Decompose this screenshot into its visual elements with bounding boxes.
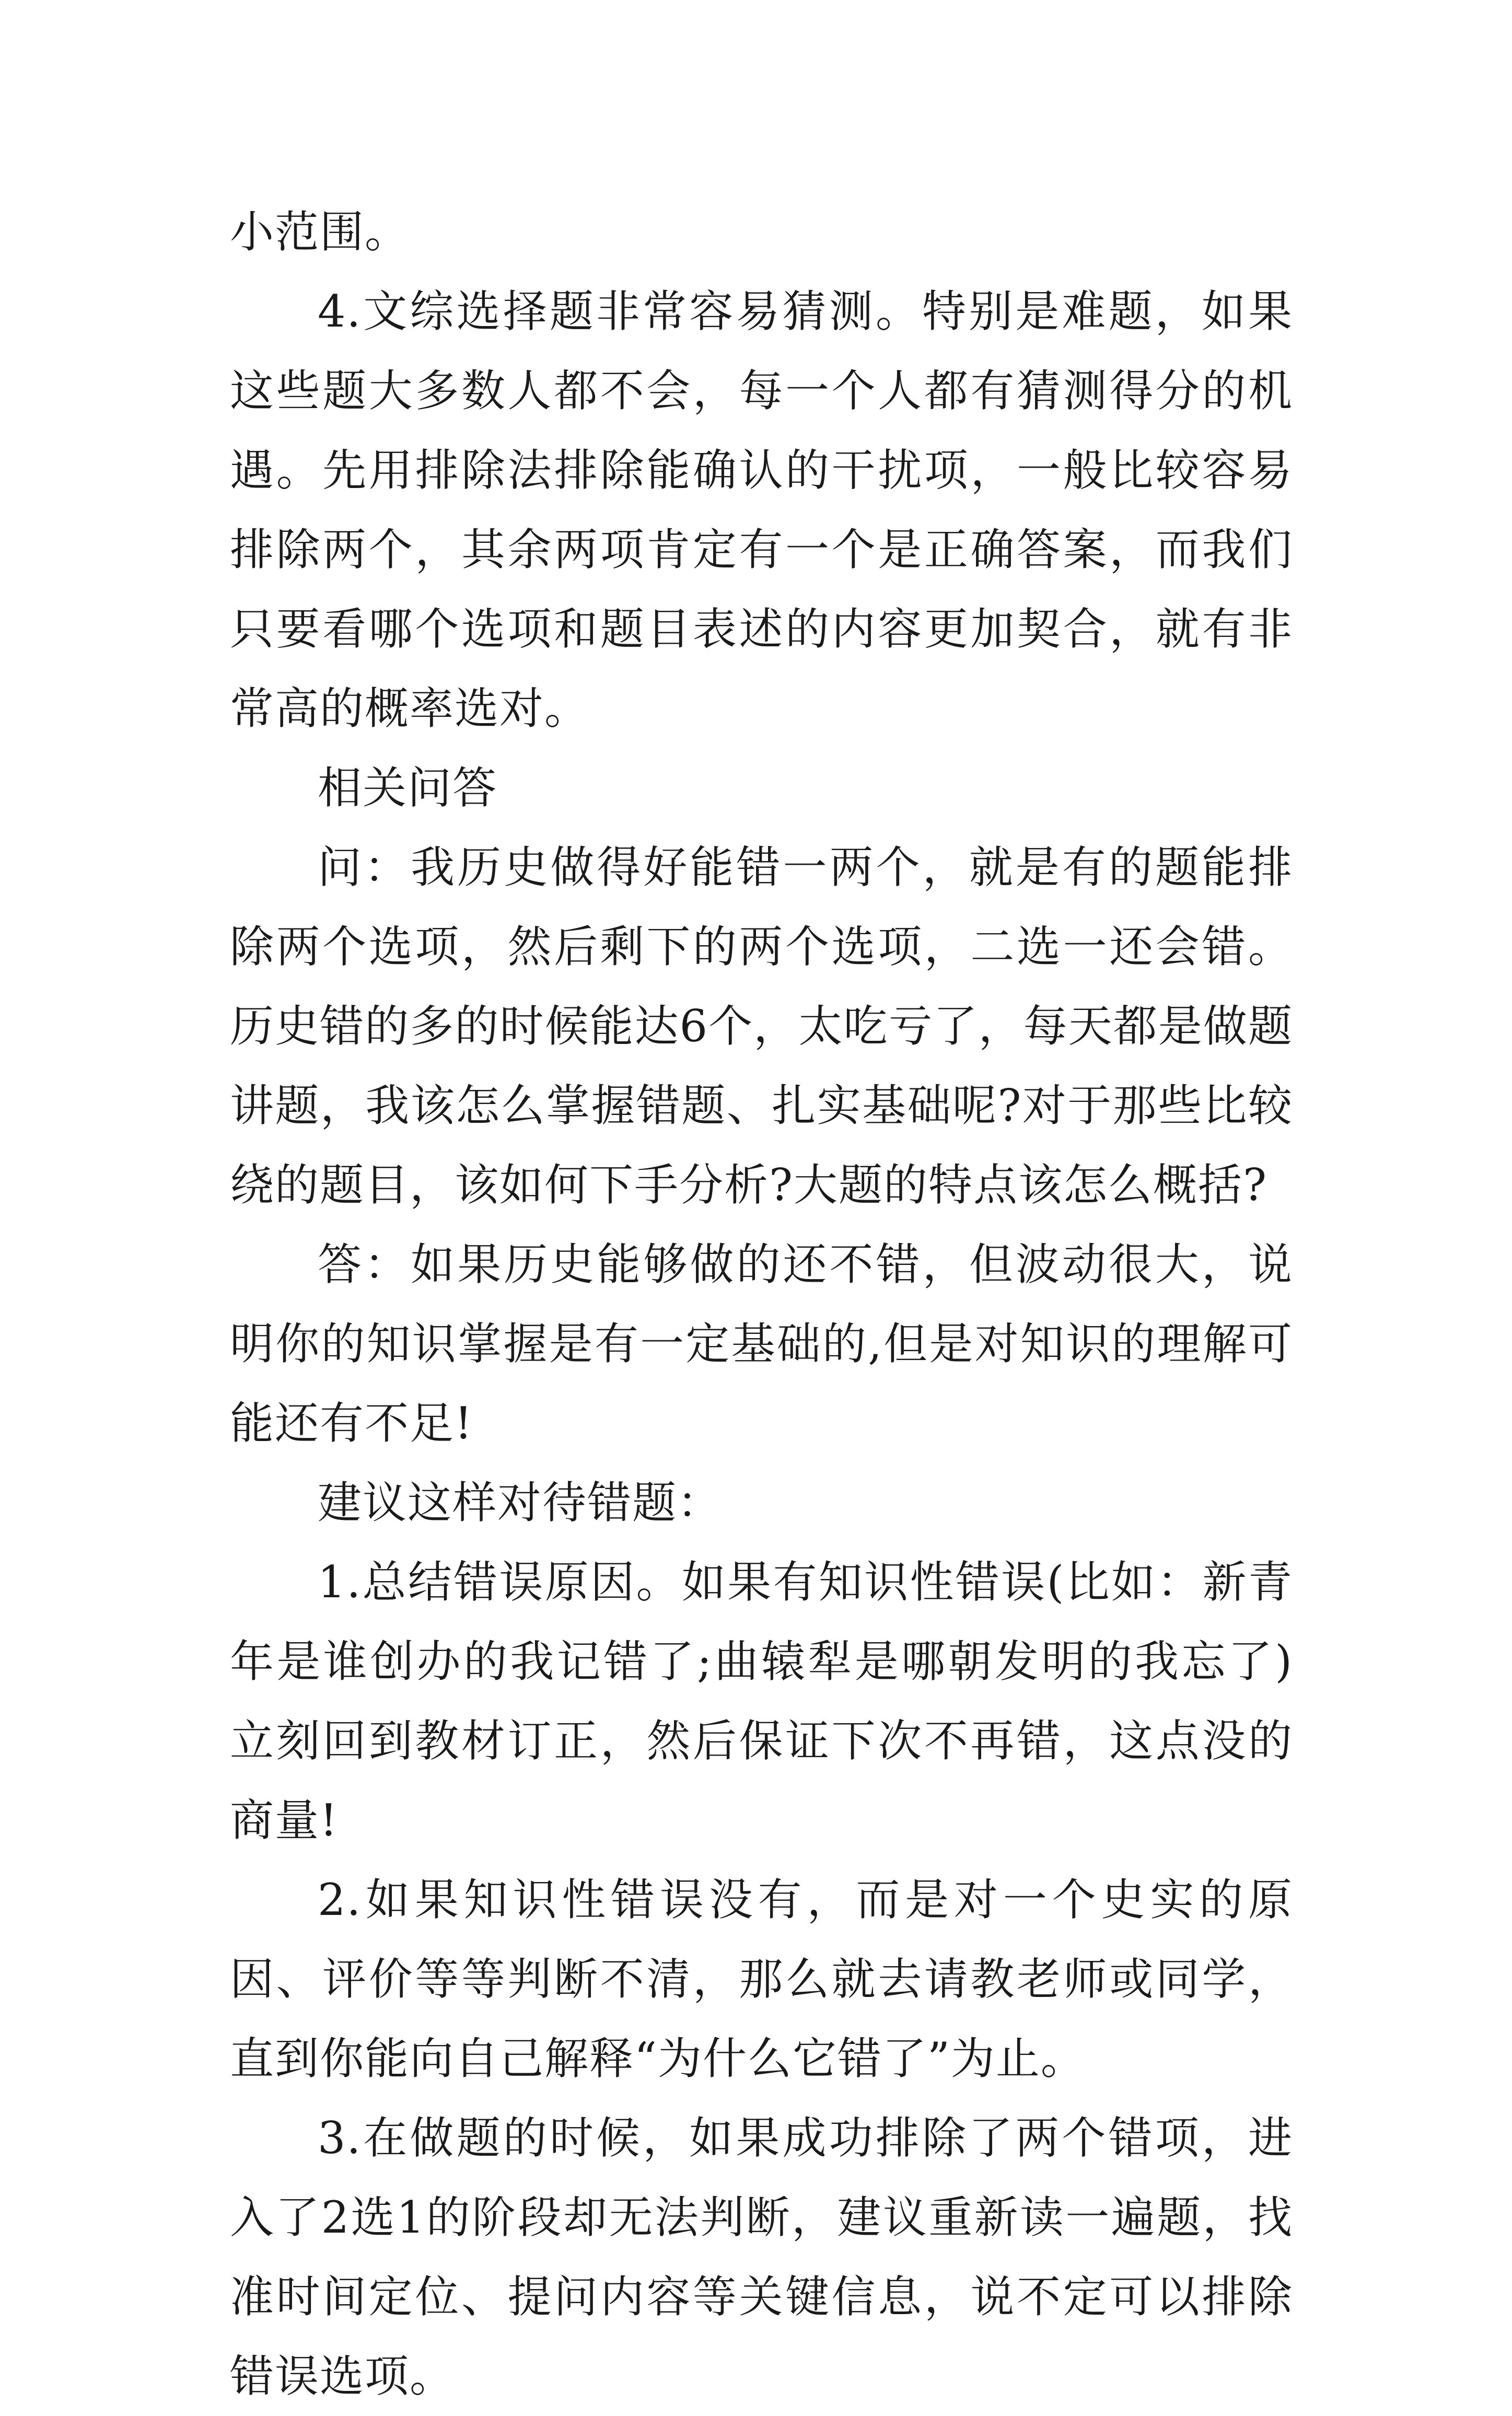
document-body bbox=[230, 192, 1293, 2416]
paragraph-tip-4: 4.文综选择题非常容易猜测。特别是难题，如果这些题大多数人都不会，每一个人都有猜测得分的机遇。先用排除法排除能确认的干扰项，一般比较容易排除两个，其余两项肯定有一个是正确答案，而我们只要看哪个选项和题目表述的内容更加契合，就有非常高的概率选对。 bbox=[230, 286, 1293, 734]
paragraph-answer: 答：如果历史能够做的还不错，但波动很大，说明你的知识掌握是有一定基础的,但是对知识的理解可能还有不足! bbox=[230, 1239, 1293, 1449]
paragraph-advice-intro: 建议这样对待错题： bbox=[318, 1477, 723, 1528]
paragraph-advice-1: 1.总结错误原因。如果有知识性错误(比如：新青年是谁创办的我记错了;曲辕犁是哪朝发明的我忘了)立刻回到教材订正，然后保证下次不再错，这点没的商量! bbox=[230, 1557, 1293, 1846]
section-heading-qa: 相关问答 bbox=[318, 762, 498, 814]
paragraph-advice-2: 2.如果知识性错误没有，而是对一个史实的原因、评价等等判断不清，那么就去请教老师或同学，直到你能向自己解释“为什么它错了”为止。 bbox=[230, 1874, 1293, 2084]
paragraph-continuation: 小范围。 bbox=[230, 206, 410, 258]
paragraph-question: 问：我历史做得好能错一两个，就是有的题能排除两个选项，然后剩下的两个选项，二选一还会错。历史错的多的时候能达6个，太吃亏了，每天都是做题讲题，我该怎么掌握错题、扎实基础呢?对于那些比较绕的题目，该如何下手分析?大题的特点该怎么概括? bbox=[230, 842, 1293, 1211]
paragraph-advice-3: 3.在做题的时候，如果成功排除了两个错项，进入了2选1的阶段却无法判断，建议重新读一遍题，找准时间定位、提问内容等关键信息，说不定可以排除错误选项。 bbox=[230, 2112, 1293, 2402]
